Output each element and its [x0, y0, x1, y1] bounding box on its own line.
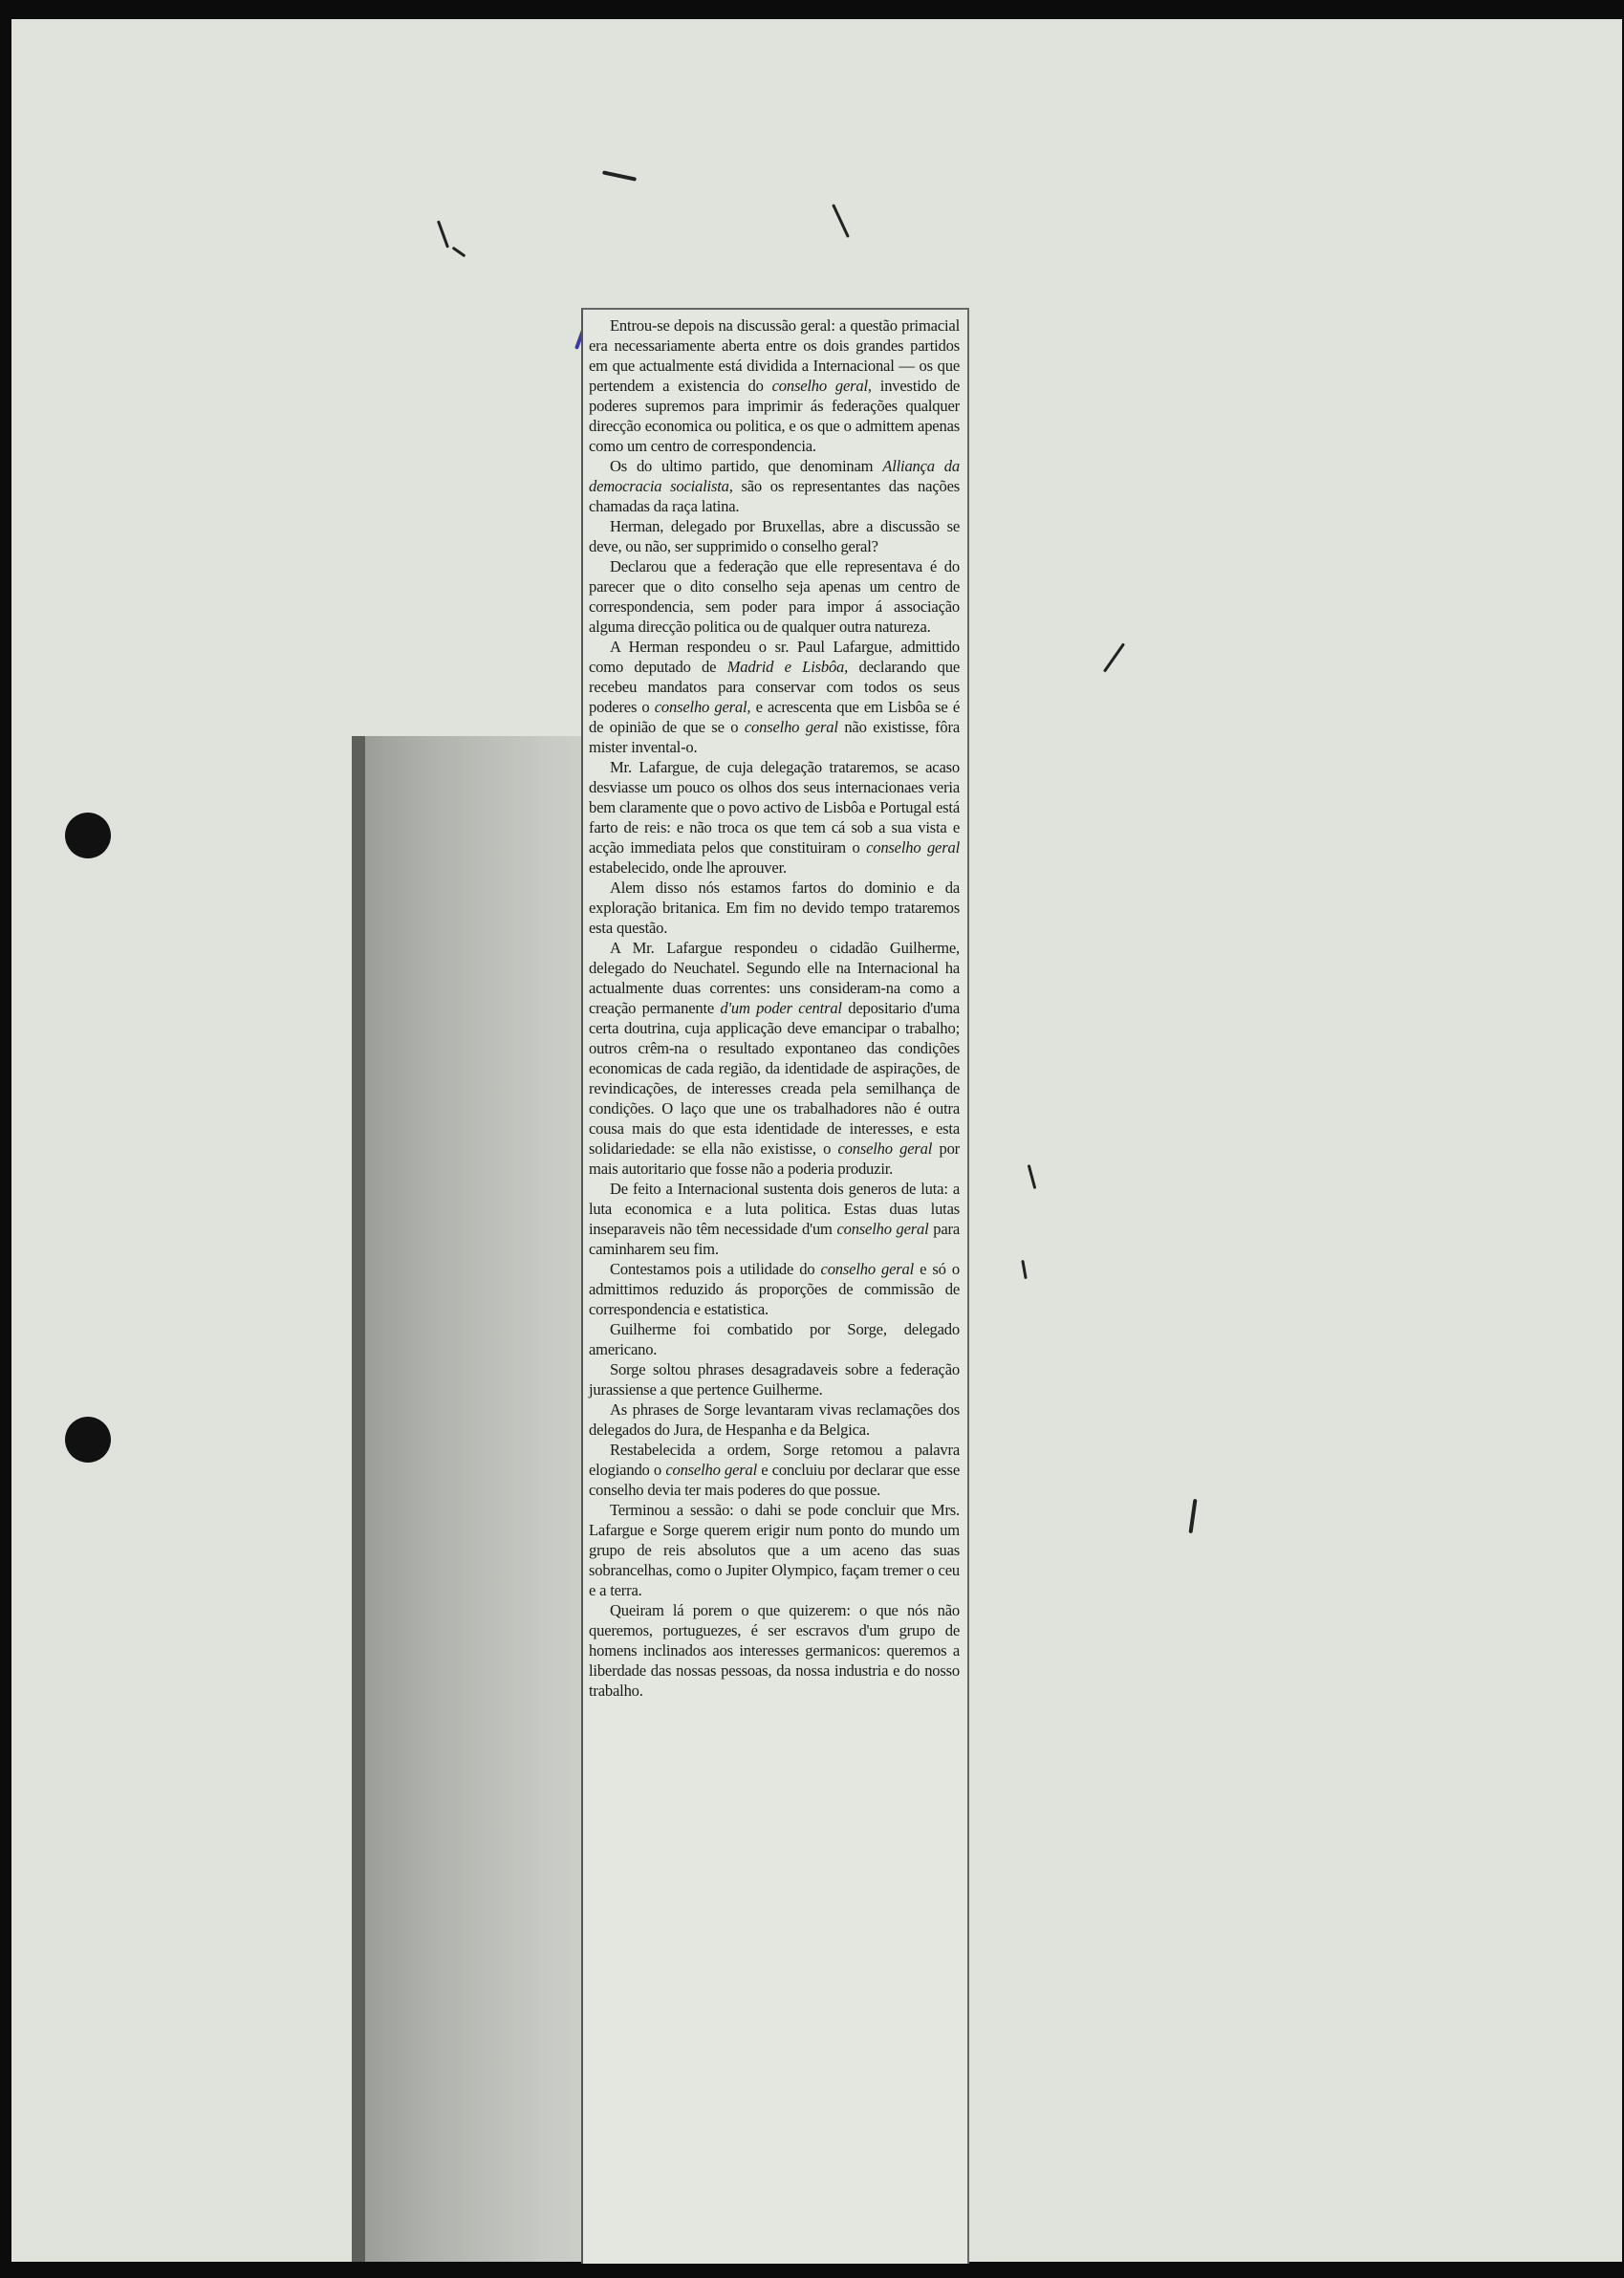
- paragraph: [589, 315, 960, 456]
- paragraph: Alem disso nós estamos fartos do dominio e da exploração britanica. Em fim no devido tempo trataremos esta questão.: [589, 879, 960, 937]
- punch-hole-top: [65, 813, 111, 858]
- photocopy-shadow-edge: [352, 736, 365, 2262]
- text: A Herman respondeu o sr. Paul Lafargue, admittido como deputado de: [589, 638, 960, 676]
- text: Entrou-se depois na discussão geral: a questão primacial era necessariamente aberta entre os dois grandes partidos em que actualmente está dividida a Internacional — os que pertendem a existencia do: [589, 316, 960, 395]
- italic-text: conselho geral: [837, 1139, 933, 1158]
- text: Restabelecida a ordem, Sorge retomou a palavra elogiando o: [589, 1441, 960, 1479]
- text: Contestamos pois a utilidade do: [610, 1260, 821, 1278]
- text: declarando que recebeu mandatos para conservar com todos os seus poderes o: [589, 658, 960, 716]
- paragraph: [589, 1259, 960, 1319]
- italic-text: conselho geral: [836, 1220, 929, 1238]
- italic-text: conselho geral,: [771, 377, 872, 395]
- text: por mais autoritario que fosse não a poderia produzir.: [589, 1139, 961, 1178]
- text: investido de poderes supremos para imprimir ás federações qualquer direcção economica ou politica, e os que o admittem apenas como um centro de correspondencia.: [589, 377, 961, 455]
- text: Mr. Lafargue, de cuja delegação trataremos, se acaso desviasse um pouco os olhos dos seus internacionaes veria bem claramente que o povo activo de Lisbôa e Portugal está farto de reis: e não troca os que tem cá sob a sua vista e acção immediata pelos que constituiram o: [589, 758, 960, 857]
- paragraph: Herman, delegado por Bruxellas, abre a discussão se deve, ou não, ser supprimido o conselho geral?: [589, 517, 960, 555]
- paragraph: As phrases de Sorge levantaram vivas reclamações dos delegados do Jura, de Hespanha e da Belgica.: [589, 1400, 960, 1439]
- italic-text: conselho geral: [665, 1461, 758, 1479]
- paragraph: [589, 757, 960, 878]
- text: Os do ultimo partido, que denominam: [610, 457, 883, 475]
- text: A Mr. Lafargue respondeu o cidadão Guilherme, delegado do Neuchatel. Segundo elle na Internacional ha actualmente duas correntes: uns consideram-na como a creação permanente: [589, 939, 960, 1017]
- italic-text: conselho geral: [866, 838, 960, 857]
- text: depositario d'uma certa doutrina, cuja applicação deve emancipar o trabalho; outros crêm-na o resultado expontaneo das condições economicas de cada região, da identidade de aspirações, de revindicações, de interesses creada pela semilhança de condições. O laço que une os trabalhadores não é outra cousa mais do que esta identidade de interesses, e esta solidariedade: se ella não existisse, o: [589, 999, 960, 1158]
- italic-text: conselho geral,: [654, 698, 751, 716]
- text: não existisse, fôra mister invental-o.: [589, 718, 961, 756]
- italic-text: Alliança da democracia socialista,: [589, 457, 961, 495]
- italic-text: d'um poder central: [720, 999, 842, 1017]
- text: estabelecido, onde lhe aprouver.: [589, 858, 787, 877]
- punch-hole-bottom: [65, 1417, 111, 1463]
- paragraph: [589, 938, 960, 1179]
- text: e concluiu por declarar que esse conselho devia ter mais poderes do que possue.: [589, 1461, 960, 1499]
- paragraph: [589, 1440, 960, 1500]
- text: são os representantes das nações chamadas da raça latina.: [589, 477, 960, 515]
- paragraph: [589, 456, 960, 516]
- article-column: [589, 315, 960, 1701]
- paragraph: [589, 1179, 960, 1259]
- paragraph: [589, 637, 960, 757]
- text: e só o admittimos reduzido ás proporções de commissão de correspondencia e estatistica.: [589, 1260, 960, 1318]
- text: De feito a Internacional sustenta dois generos de luta: a luta economica e a luta politica. Estas duas lutas inseparaveis não têm necessidade d'um: [589, 1180, 960, 1238]
- paragraph: Terminou a sessão: o dahi se pode concluir que Mrs. Lafargue e Sorge querem erigir num ponto do mundo um grupo de reis absolutos que a um aceno das suas sobrancelhas, como o Jupiter Olympico, façam tremer o ceu e a terra.: [589, 1501, 960, 1599]
- italic-text: conselho geral: [744, 718, 838, 736]
- paragraph: Declarou que a federação que elle representava é do parecer que o dito conselho seja apenas um centro de correspondencia, sem poder para impor á associação alguma direcção politica ou de qualquer outra natureza.: [589, 557, 960, 636]
- paragraph: Queiram lá porem o que quizerem: o que nós não queremos, portuguezes, é ser escravos d'um grupo de homens inclinados aos interesses germanicos: queremos a liberdade das nossas pessoas, da nossa industria e do nosso trabalho.: [589, 1601, 960, 1700]
- text: para caminharem seu fim.: [589, 1220, 960, 1258]
- paragraph: Guilherme foi combatido por Sorge, delegado americano.: [589, 1320, 960, 1358]
- paragraph: Sorge soltou phrases desagradaveis sobre a federação jurassiense a que pertence Guilherme.: [589, 1360, 960, 1399]
- italic-text: Madrid e Lisbôa,: [726, 658, 849, 676]
- text: e acrescenta que em Lisbôa se é de opinião de que se o: [589, 698, 960, 736]
- italic-text: conselho geral: [820, 1260, 915, 1278]
